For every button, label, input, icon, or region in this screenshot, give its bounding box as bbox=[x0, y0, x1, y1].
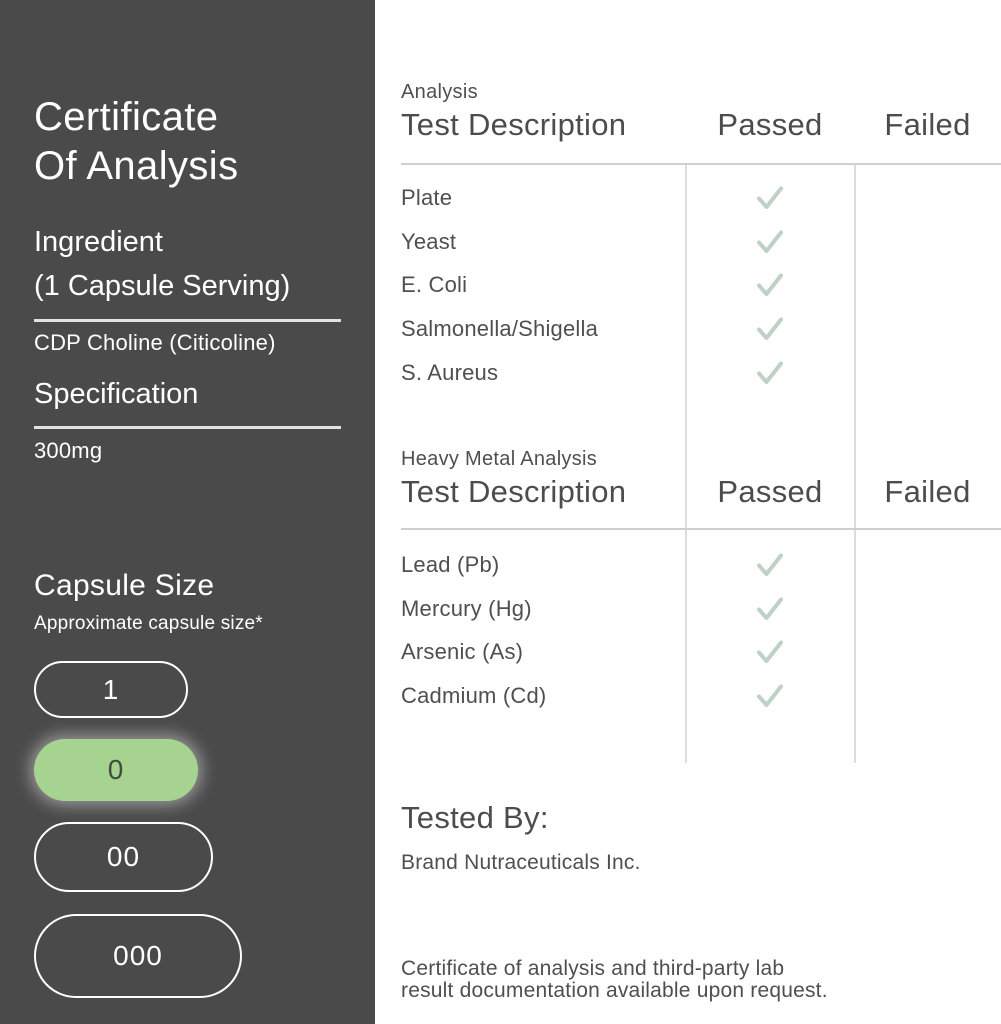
capsule-size-heading: Capsule Size bbox=[34, 569, 215, 602]
specification-divider bbox=[34, 426, 341, 429]
passed-cell bbox=[686, 682, 854, 710]
table-row bbox=[401, 587, 1001, 631]
capsule-size-option-000-label: 000 bbox=[113, 940, 163, 971]
specification-heading: Specification bbox=[34, 378, 199, 410]
table-row bbox=[401, 307, 1001, 351]
heavy-metal-header-rule bbox=[401, 528, 1001, 530]
ingredient-heading bbox=[34, 220, 290, 308]
table-row bbox=[401, 176, 1001, 220]
tested-by-value: Brand Nutraceuticals Inc. bbox=[401, 851, 641, 874]
passed-cell bbox=[686, 551, 854, 579]
page-title-line1: Certificate bbox=[34, 95, 219, 139]
passed-cell bbox=[686, 638, 854, 666]
passed-cell bbox=[686, 228, 854, 256]
ingredient-value: CDP Choline (Citicoline) bbox=[34, 330, 276, 355]
passed-cell bbox=[686, 595, 854, 623]
ingredient-heading-line1: Ingredient bbox=[34, 226, 163, 258]
test-name: Salmonella/Shigella bbox=[401, 315, 599, 341]
footer-note-line1: Certificate of analysis and third-party lab bbox=[401, 957, 785, 980]
ingredient-divider bbox=[34, 319, 341, 322]
check-icon bbox=[754, 551, 786, 579]
test-name: Lead (Pb) bbox=[401, 551, 500, 577]
heavy-metal-table-body bbox=[401, 543, 1001, 718]
analysis-header-test-description: Test Description bbox=[401, 107, 627, 142]
table-row bbox=[401, 220, 1001, 264]
table-row bbox=[401, 674, 1001, 718]
passed-cell bbox=[686, 315, 854, 343]
analysis-table-body bbox=[401, 176, 1001, 394]
heavy-metal-header-passed: Passed bbox=[717, 474, 823, 509]
capsule-size-option-000[interactable] bbox=[34, 914, 242, 998]
check-icon bbox=[754, 315, 786, 343]
check-icon bbox=[754, 638, 786, 666]
test-name: S. Aureus bbox=[401, 359, 499, 385]
analysis-header-passed: Passed bbox=[717, 107, 823, 142]
test-name: Mercury (Hg) bbox=[401, 595, 532, 621]
capsule-size-subheading: Approximate capsule size* bbox=[34, 613, 263, 634]
heavy-metal-table-header bbox=[375, 474, 1001, 514]
test-name: Plate bbox=[401, 184, 453, 210]
check-icon bbox=[754, 359, 786, 387]
page-title bbox=[34, 93, 238, 191]
heavy-metal-header-test-description: Test Description bbox=[401, 474, 627, 509]
check-icon bbox=[754, 271, 786, 299]
sidebar bbox=[0, 0, 375, 1024]
check-icon bbox=[754, 682, 786, 710]
test-name: E. Coli bbox=[401, 272, 468, 298]
footer-note bbox=[401, 958, 828, 1002]
analysis-results-panel bbox=[375, 0, 1001, 1024]
table-row bbox=[401, 263, 1001, 307]
footer-note-line2: result documentation available upon request. bbox=[401, 979, 828, 1002]
heavy-metal-header-failed: Failed bbox=[884, 474, 971, 509]
page-title-line2: Of Analysis bbox=[34, 144, 239, 188]
capsule-size-option-00[interactable] bbox=[34, 822, 213, 892]
table-row bbox=[401, 630, 1001, 674]
capsule-size-option-1-label: 1 bbox=[102, 673, 120, 705]
capsule-size-option-0-selected[interactable] bbox=[34, 739, 198, 801]
analysis-table-header bbox=[375, 107, 1001, 147]
tested-by-heading: Tested By: bbox=[401, 800, 549, 835]
test-name: Arsenic (As) bbox=[401, 639, 524, 665]
test-name: Cadmium (Cd) bbox=[401, 682, 547, 708]
heavy-metal-section-label: Heavy Metal Analysis bbox=[401, 448, 598, 470]
test-name: Yeast bbox=[401, 228, 457, 254]
passed-cell bbox=[686, 184, 854, 212]
analysis-header-rule bbox=[401, 163, 1001, 165]
analysis-section-label: Analysis bbox=[401, 81, 478, 103]
analysis-header-failed: Failed bbox=[884, 107, 971, 142]
specification-value: 300mg bbox=[34, 438, 103, 463]
check-icon bbox=[754, 228, 786, 256]
capsule-size-option-1[interactable] bbox=[34, 661, 188, 718]
capsule-size-option-00-label: 00 bbox=[106, 841, 141, 872]
check-icon bbox=[754, 595, 786, 623]
passed-cell bbox=[686, 271, 854, 299]
passed-cell bbox=[686, 359, 854, 387]
table-row bbox=[401, 543, 1001, 587]
check-icon bbox=[754, 184, 786, 212]
capsule-size-option-0-label: 0 bbox=[107, 754, 125, 785]
ingredient-heading-line2: (1 Capsule Serving) bbox=[34, 270, 291, 302]
table-row bbox=[401, 351, 1001, 395]
